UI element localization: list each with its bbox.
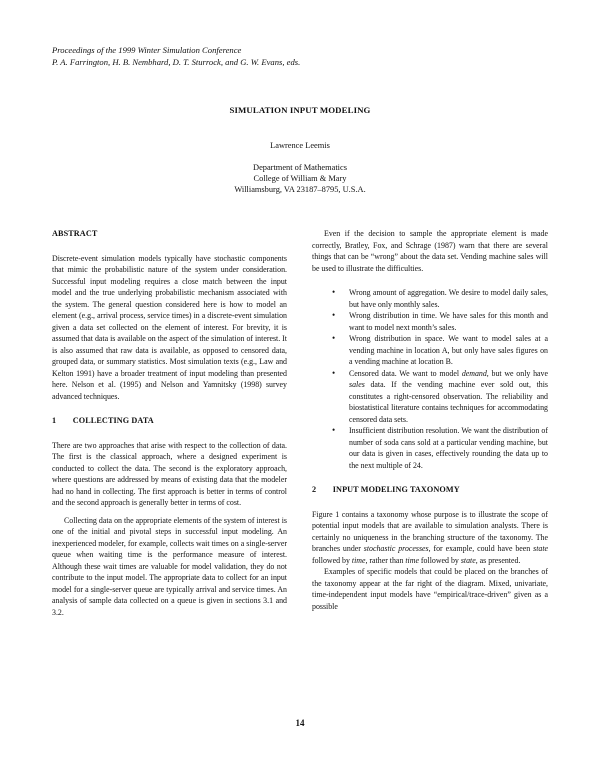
emphasis-state: state [460, 555, 476, 565]
text-run: , rather than [365, 555, 406, 565]
emphasis-demand: demand [461, 368, 487, 378]
emphasis-time: time [405, 555, 419, 565]
paper-title: SIMULATION INPUT MODELING [229, 105, 371, 115]
text-run: Censored data. We want to model [349, 368, 462, 378]
list-item: • Wrong amount of aggregation. We desire to model daily sales, but have only monthly sales. [332, 287, 548, 310]
affiliation-college: College of William & Mary [253, 174, 347, 183]
text-run: Figure 1 contains a taxonomy whose purpose is to illustrate the scope of potential input models that are available to simulation analysts. There is certainly no uniqueness in the branching structure of the taxonomy. The branches under [312, 509, 548, 553]
section2-paragraph2: Examples of specific models that could be placed on the branches of the taxonomy appear at the far right of the diagram. Mixed, univariate, time-independent input models have “empirical/trace-driven” given as a possible [312, 567, 548, 611]
section2-heading: 2 INPUT MODELING TAXONOMY [312, 485, 460, 494]
text-run: followed by [418, 555, 461, 565]
abstract-heading: ABSTRACT [52, 229, 98, 238]
proceedings-header [52, 44, 300, 68]
data-problems-list [312, 287, 548, 471]
list-item: • Wrong distribution in time. We have sales for this month and want to model next month’s sales. [332, 310, 548, 333]
affiliation-department: Department of Mathematics [253, 163, 347, 172]
right-column [312, 228, 548, 612]
proceedings-title: Proceedings of the 1999 Winter Simulation Conference [52, 45, 242, 55]
section1-heading: 1 COLLECTING DATA [52, 416, 154, 425]
text-run: , but we only have [486, 368, 548, 378]
emphasis-stochastic-processes: stochastic processes [363, 544, 429, 553]
page-number: 14 [295, 718, 305, 728]
section1-paragraph2: Collecting data on the appropriate elements of the system of interest is one of the initial and pivotal steps in successful input modeling. An inexperienced modeler, for example, collects wait times on a single-server queue when waiting time is the performance measure of interest. Although these wait times are valuable for model validation, they do not contribute to the input model. The appropriate data to collect for an input model for a single-server queue are typically arrival and service times. An analysis of sample data collected on a queue is given in sections 3.1 and 3.2. [52, 515, 287, 617]
list-item [332, 368, 548, 426]
text-run: followed by [312, 555, 352, 565]
list-item: • Wrong distribution in space. We want to model sales at a vending machine in location A, but only have sales figures on a vending machine at location B. [332, 333, 548, 368]
proceedings-editors: P. A. Farrington, H. B. Nembhard, D. T. Sturrock, and G. W. Evans, eds. [52, 57, 301, 67]
text-run: , as presented. [475, 555, 521, 565]
intro-paragraph: Even if the decision to sample the appropriate element is made correctly, Bratley, Fox, and Schrage (1987) warn that there are several things that can be “wrong” about the data set. Vending machine sales will be used to illustrate the difficulties. [312, 229, 548, 273]
affiliation-city: Williamsburg, VA 23187–8795, U.S.A. [234, 185, 366, 194]
section1-paragraph1: There are two approaches that arise with respect to the collection of data. The first is the classical approach, where a designed experiment is conducted to collect the data. The second is the exploratory approach, where questions are addressed by means of existing data that the modeler had no hand in collecting. The first approach is better in terms of control and the second approach is generally better in terms of cost. [52, 440, 287, 507]
text-run: , for example, could have been [428, 544, 534, 553]
text-run: data. If the vending machine ever sold out, this constitutes a right-censored observation. The reliability and biostatistical literature contains techniques for accommodating censored data sets. [349, 380, 548, 424]
emphasis-time: time [351, 555, 366, 565]
abstract-text: Discrete-event simulation models typically have stochastic components that mimic the probabilistic nature of the system under consideration. Successful input modeling requires a close match between the input model and the true underlying probabilistic mechanism associated with the system. The general question considered here is how to model an element (e.g., arrival process, service times) in a discrete-event simulation given a data set collected on the element of interest. For brevity, it is assumed that data is available on the aspect of the simulation of interest. It is also assumed that raw data is available, as opposed to censored data, grouped data, or summary statistics. Most simulation texts (e.g., Law and Kelton 1991) have a broader treatment of input modeling than presented here. Nelson et al. (1995) and Nelson and Yamnitsky (1998) survey advanced techniques. [52, 253, 287, 401]
list-item: • Insufficient distribution resolution. We want the distribution of number of soda cans sold at a particular vending machine, but our data is given in cases, effectively rounding the data up to the next multiple of 24. [332, 425, 548, 471]
paper-author: Lawrence Leemis [270, 141, 330, 150]
section2-paragraph1 [312, 509, 548, 567]
emphasis-state: state [533, 544, 549, 553]
author-affiliation [0, 162, 600, 195]
emphasis-sales: sales [349, 380, 365, 389]
left-column [52, 228, 287, 618]
